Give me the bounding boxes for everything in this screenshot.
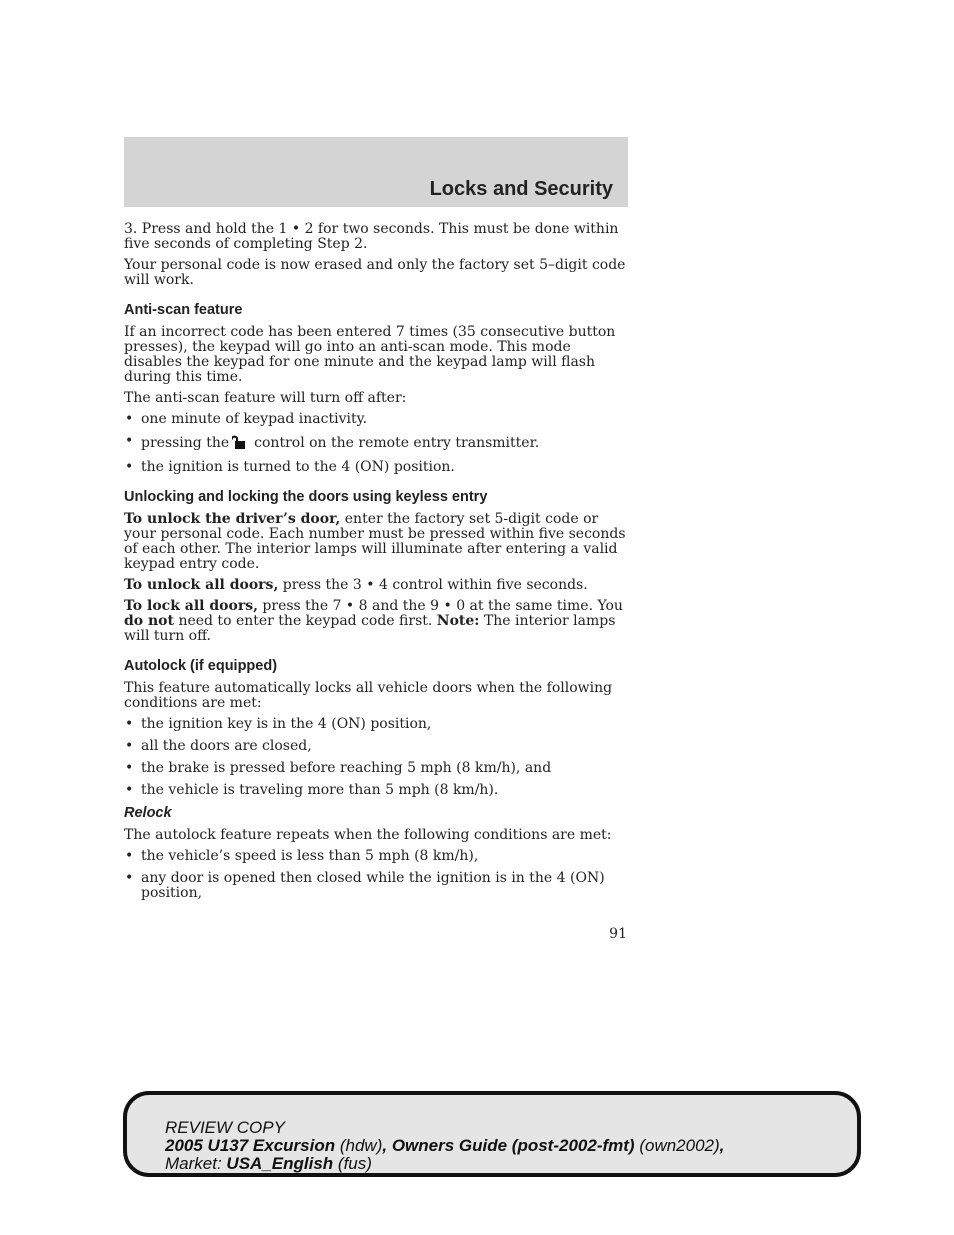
footer-guide: Owners Guide (post-2002-fmt) xyxy=(391,1136,635,1155)
step-3-paragraph: 3. Press and hold the 1 • 2 for two seconds. This must be done within five seconds of completing Step 2. xyxy=(124,221,619,252)
unlock-driver-text: enter the factory set 5-digit code or your personal code. Each number must be pressed within five seconds of each other. The interior lamps will illuminate after entering a valid keypad entry code. xyxy=(124,511,626,572)
page-content xyxy=(124,222,628,908)
list-item-text: the vehicle is traveling more than 5 mph (8 km/h). xyxy=(141,782,499,798)
bullet: • xyxy=(125,870,134,886)
unlock-all-text: press the 3 • 4 control within five seconds. xyxy=(282,577,588,593)
footer-line-3 xyxy=(165,1155,724,1173)
list-item xyxy=(124,849,628,864)
code-erased-paragraph: Your personal code is now erased and only the factory set 5–digit code will work. xyxy=(124,257,626,288)
page-number: 91 xyxy=(609,926,627,942)
unlock-driver-paragraph xyxy=(124,512,628,572)
footer-text xyxy=(165,1119,724,1173)
list-item-text: one minute of keypad inactivity. xyxy=(141,411,368,427)
relock-intro: The autolock feature repeats when the following conditions are met: xyxy=(124,827,612,843)
footer-market: USA_English xyxy=(226,1154,334,1173)
note-text: The interior lamps will turn off. xyxy=(124,613,616,644)
list-item-text: the vehicle’s speed is less than 5 mph (8 km/h), xyxy=(141,848,479,864)
section-title: Locks and Security xyxy=(429,178,613,200)
list-item xyxy=(124,412,628,427)
footer-comma: , xyxy=(382,1136,388,1155)
list-item-text: the ignition is turned to the 4 (ON) position. xyxy=(141,459,455,475)
list-item-text: the brake is pressed before reaching 5 mph (8 km/h), and xyxy=(141,760,552,776)
list-item-text: all the doors are closed, xyxy=(141,738,312,754)
list-item-text: the ignition key is in the 4 (ON) position, xyxy=(141,716,432,732)
unlock-icon xyxy=(232,434,246,453)
do-not-emphasis: do not xyxy=(124,613,174,629)
relock-heading: Relock xyxy=(124,805,172,821)
list-item xyxy=(124,460,628,475)
footer-comma: , xyxy=(719,1136,725,1155)
footer-line-2 xyxy=(165,1137,724,1155)
unlock-driver-lead: To unlock the driver’s door, xyxy=(124,511,341,527)
anti-scan-heading: Anti-scan feature xyxy=(124,302,243,318)
bullet: • xyxy=(125,459,134,475)
bullet: • xyxy=(125,411,134,427)
unlock-all-paragraph xyxy=(124,578,628,593)
footer-guide-code: (own2002) xyxy=(639,1136,720,1155)
lock-all-lead: To lock all doors, xyxy=(124,598,258,614)
bullet: • xyxy=(125,848,134,864)
anti-scan-body: If an incorrect code has been entered 7 times (35 consecutive button presses), the keypad will go into an anti-scan mode. This mode disables the keypad for one minute and the keypad lamp will flash during this time. xyxy=(124,324,616,385)
bullet: • xyxy=(125,716,134,732)
autolock-heading: Autolock (if equipped) xyxy=(124,658,278,674)
list-item xyxy=(124,783,628,798)
lock-all-paragraph xyxy=(124,599,628,644)
bullet: • xyxy=(125,760,134,776)
list-item xyxy=(124,871,628,901)
anti-scan-list xyxy=(124,412,628,475)
list-item xyxy=(124,434,628,453)
list-item-text: control on the remote entry transmitter. xyxy=(254,435,540,451)
footer-model-code: (hdw) xyxy=(339,1136,383,1155)
unlock-all-lead: To unlock all doors, xyxy=(124,577,279,593)
footer-market-code: (fus) xyxy=(337,1154,372,1173)
list-item xyxy=(124,717,628,732)
bullet: • xyxy=(125,433,134,449)
footer-model: 2005 U137 Excursion xyxy=(165,1136,336,1155)
relock-list xyxy=(124,849,628,901)
footer-market-label: Market: xyxy=(165,1154,222,1173)
keyless-entry-heading: Unlocking and locking the doors using keyless entry xyxy=(124,489,488,505)
list-item-text: pressing the xyxy=(141,435,230,451)
review-copy-footer xyxy=(123,1091,861,1177)
list-item xyxy=(124,761,628,776)
bullet: • xyxy=(125,738,134,754)
autolock-intro: This feature automatically locks all vehicle doors when the following conditions are met: xyxy=(124,680,613,711)
list-item-text: any door is opened then closed while the ignition is in the 4 (ON) position, xyxy=(141,870,605,901)
footer-line-1: REVIEW COPY xyxy=(165,1118,285,1137)
lock-all-text: press the 7 • 8 and the 9 • 0 at the same time. You xyxy=(262,598,623,614)
autolock-list xyxy=(124,717,628,798)
bullet: • xyxy=(125,782,134,798)
list-item xyxy=(124,739,628,754)
note-label: Note: xyxy=(436,613,480,629)
anti-scan-turn-off-intro: The anti-scan feature will turn off after: xyxy=(124,390,407,406)
lock-all-text-2: need to enter the keypad code first. xyxy=(178,613,433,629)
header-band xyxy=(124,137,628,207)
